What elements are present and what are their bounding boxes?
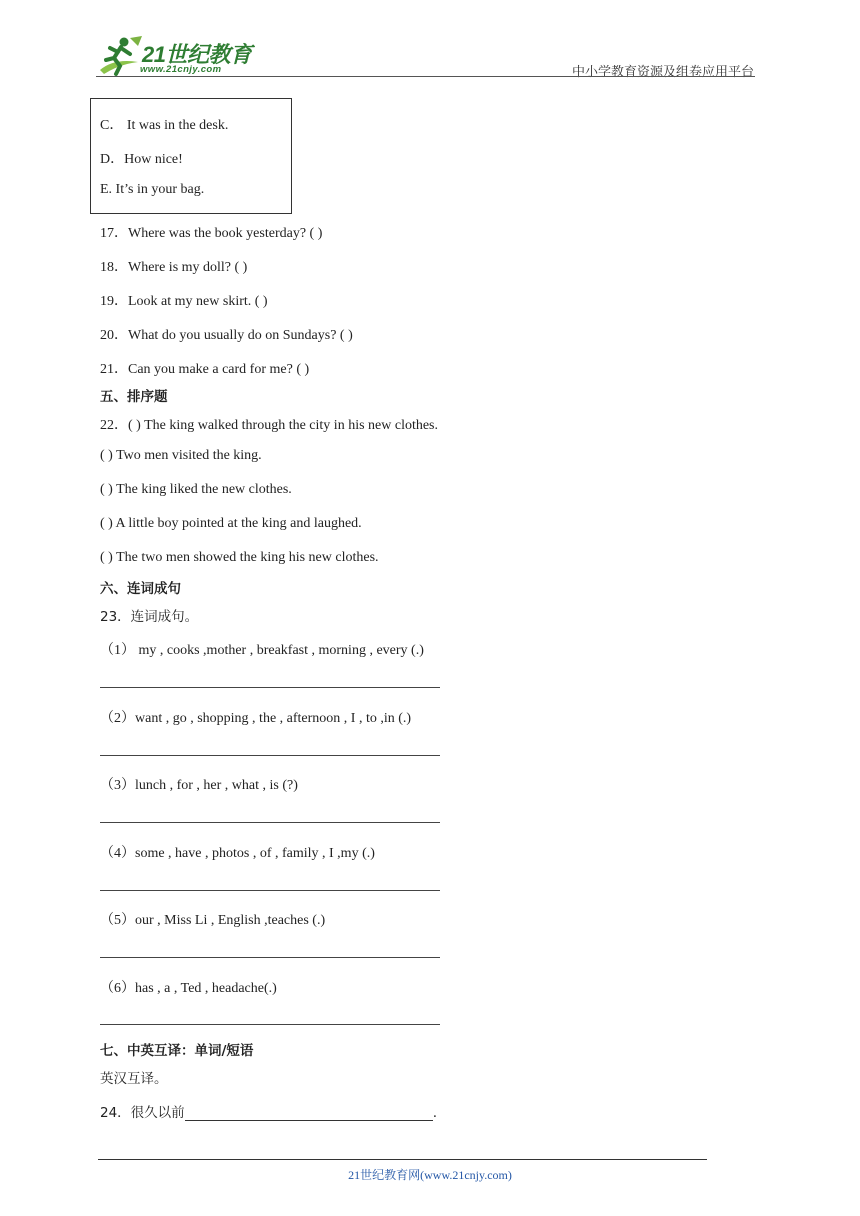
option-c: C． It was in the desk. xyxy=(100,118,229,133)
ordering-line: ( ) The king liked the new clothes. xyxy=(100,482,292,497)
question-24 xyxy=(100,1101,437,1121)
question-24-end: . xyxy=(432,1105,437,1121)
footer-text: 21世纪教育网(www.21cnjy.com) xyxy=(348,1168,512,1182)
runner-icon xyxy=(94,34,144,78)
option-d: D．How nice! xyxy=(100,152,183,167)
ordering-line-22: 22．( ) The king walked through the city in his new clothes. xyxy=(100,418,439,433)
logo-text: 21世纪教育 xyxy=(142,42,252,67)
question-21: 21．Can you make a card for me? ( ) xyxy=(100,362,310,377)
option-e: E. It’s in your bag. xyxy=(100,182,205,197)
answer-line-4 xyxy=(100,890,440,891)
logo xyxy=(94,34,264,78)
word-order-item-2: （2）want , go , shopping , the , afternoon , I , to ,in (.) xyxy=(100,711,412,726)
word-order-item-5: （5）our , Miss Li , English ,teaches (.) xyxy=(100,913,326,928)
section-7-title: 七、中英互译：单词/短语 xyxy=(100,1043,254,1059)
question-19: 19．Look at my new skirt. ( ) xyxy=(100,294,268,309)
answer-line-5 xyxy=(100,957,440,958)
answer-line-1 xyxy=(100,687,440,688)
question-24-blank xyxy=(185,1106,433,1121)
question-24-label: 24．很久以前 xyxy=(100,1105,185,1121)
answer-line-2 xyxy=(100,755,440,756)
word-order-item-3: （3）lunch , for , her , what , is (?) xyxy=(100,778,298,793)
section-6-title: 六、连词成句 xyxy=(100,581,181,597)
word-order-item-1: （1） my , cooks ,mother , breakfast , morning , every (.) xyxy=(100,643,424,658)
footer-divider xyxy=(98,1159,707,1160)
header-platform-text: 中小学教育资源及组卷应用平台 xyxy=(571,65,754,80)
section-5-title: 五、排序题 xyxy=(100,389,168,405)
answer-line-6 xyxy=(100,1024,440,1025)
header-divider xyxy=(96,76,755,77)
word-order-item-6: （6）has , a , Ted , headache(.) xyxy=(100,981,277,996)
question-23: 23．连词成句。 xyxy=(100,609,199,625)
ordering-line: ( ) Two men visited the king. xyxy=(100,448,262,463)
question-20: 20．What do you usually do on Sundays? ( ) xyxy=(100,328,353,343)
word-order-item-4: （4）some , have , photos , of , family , I ,my (.) xyxy=(100,846,375,861)
question-17: 17．Where was the book yesterday? ( ) xyxy=(100,226,323,241)
question-18: 18．Where is my doll? ( ) xyxy=(100,260,248,275)
section-7-instruction: 英汉互译。 xyxy=(100,1071,168,1087)
logo-url: www.21cnjy.com xyxy=(140,64,222,75)
ordering-line: ( ) The two men showed the king his new clothes. xyxy=(100,550,379,565)
ordering-line: ( ) A little boy pointed at the king and laughed. xyxy=(100,516,362,531)
answer-line-3 xyxy=(100,822,440,823)
